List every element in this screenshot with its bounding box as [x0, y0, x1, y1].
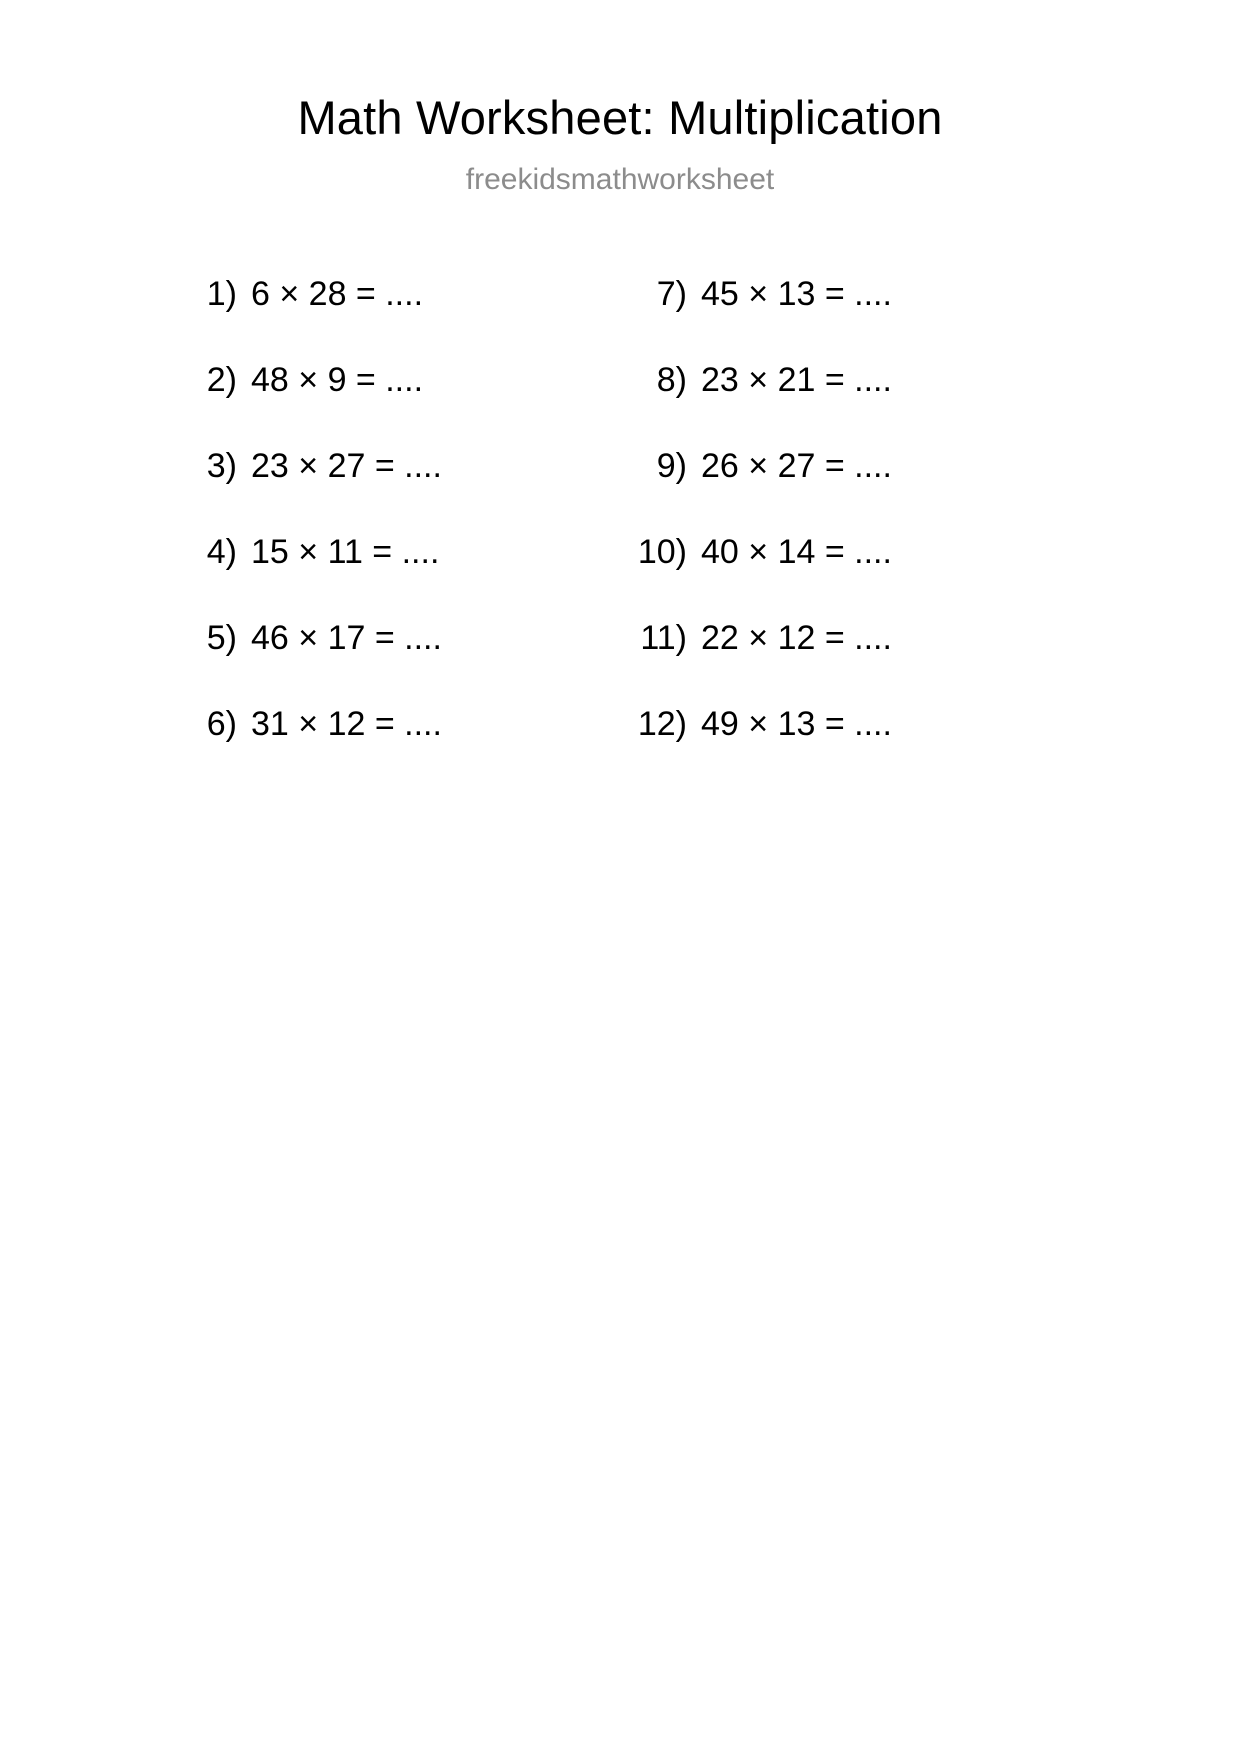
problem-item — [175, 361, 625, 447]
problem-expression: 22 × 12 = .... — [701, 619, 892, 657]
problem-item — [625, 447, 1075, 533]
problem-item — [625, 533, 1075, 619]
problem-expression: 40 × 14 = .... — [701, 533, 892, 571]
problem-number: 12) — [637, 705, 687, 743]
problem-number: 1) — [206, 275, 237, 313]
problem-item — [175, 619, 625, 705]
problem-item — [625, 361, 1075, 447]
problem-number: 10) — [637, 533, 687, 571]
problem-item — [625, 705, 1075, 791]
problem-number: 11) — [640, 619, 687, 657]
problem-expression: 26 × 27 = .... — [701, 447, 892, 485]
problem-expression: 46 × 17 = .... — [251, 619, 442, 657]
problem-expression: 15 × 11 = .... — [251, 533, 440, 571]
problem-expression: 45 × 13 = .... — [701, 275, 892, 313]
problem-item — [625, 275, 1075, 361]
problem-number: 3) — [206, 447, 237, 485]
problem-expression: 49 × 13 = .... — [701, 705, 892, 743]
problem-number: 9) — [656, 447, 687, 485]
problem-expression: 6 × 28 = .... — [251, 275, 424, 313]
problem-number: 4) — [206, 533, 237, 571]
problem-expression: 23 × 21 = .... — [701, 361, 892, 399]
problem-expression: 23 × 27 = .... — [251, 447, 442, 485]
problem-item — [175, 533, 625, 619]
page-title: Math Worksheet: Multiplication — [297, 91, 943, 144]
problem-number: 8) — [656, 361, 687, 399]
problem-item — [175, 447, 625, 533]
problem-item — [625, 619, 1075, 705]
problem-item — [175, 705, 625, 791]
page-subtitle: freekidsmathworksheet — [465, 163, 775, 196]
problem-number: 5) — [206, 619, 237, 657]
problem-item — [175, 275, 625, 361]
problem-number: 6) — [206, 705, 237, 743]
problem-list — [0, 275, 1240, 791]
problem-expression: 48 × 9 = .... — [251, 361, 424, 399]
problem-expression: 31 × 12 = .... — [251, 705, 442, 743]
problem-number: 2) — [206, 361, 237, 399]
problem-number: 7) — [656, 275, 687, 313]
